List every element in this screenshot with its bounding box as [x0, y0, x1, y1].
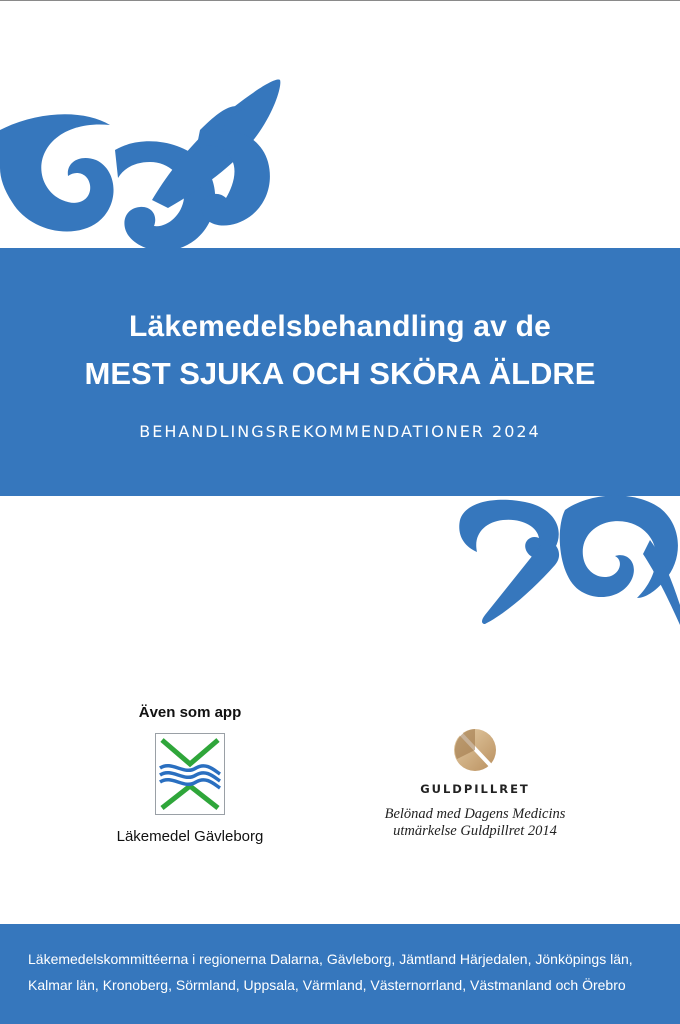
app-promo: [100, 704, 280, 845]
title-band: [0, 248, 680, 496]
footer-text: [28, 946, 658, 998]
title-line-1: Läkemedelsbehandling av de: [128, 310, 551, 343]
lakemedel-gavleborg-logo-icon[interactable]: [155, 733, 225, 815]
footer-band: [0, 924, 680, 1024]
footer-line-2: Kalmar län, Kronoberg, Sörmland, Uppsala, Värmland, Västernorrland, Västmanland och Örebro: [28, 977, 626, 993]
gold-pill-icon: [453, 728, 497, 772]
footer-line-1: Läkemedelskommittéerna i regionerna Dalarna, Gävleborg, Jämtland Härjedalen, Jönköpings län,: [28, 951, 633, 967]
ornament-top-left-icon: [0, 70, 290, 255]
app-name: Läkemedel Gävleborg: [116, 828, 264, 845]
ornament-bottom-right-icon: [455, 490, 680, 625]
top-border: [0, 0, 680, 1]
app-caption: Även som app: [138, 704, 242, 721]
subtitle: BEHANDLINGSREKOMMENDATIONER 2024: [139, 422, 541, 441]
award-name: GULDPILLRET: [420, 782, 530, 796]
title-line-2: MEST SJUKA OCH SKÖRA ÄLDRE: [84, 356, 596, 391]
award-desc-line-2: utmärkelse Guldpillret 2014: [393, 823, 557, 839]
award-desc-line-1: Belönad med Dagens Medicins: [384, 806, 566, 822]
award-badge: [360, 728, 590, 840]
award-description: [360, 806, 590, 840]
